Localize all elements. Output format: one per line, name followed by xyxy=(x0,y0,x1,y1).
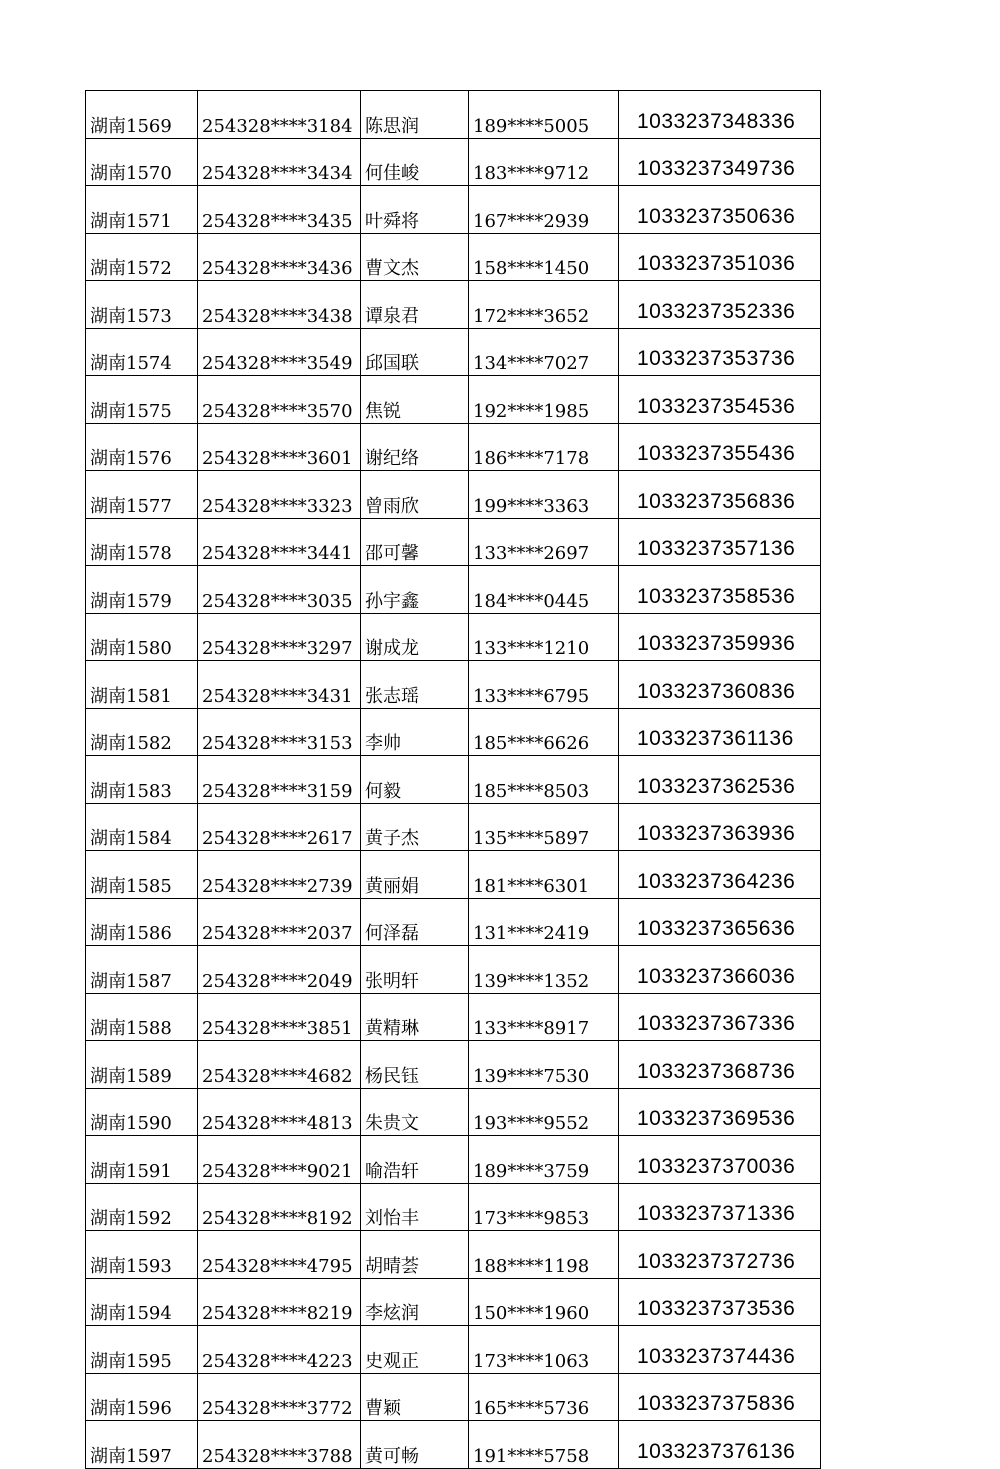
name-cell: 李炫润 xyxy=(361,1278,469,1326)
id-number-cell: 254328****3549 xyxy=(198,328,361,376)
id-number-cell: 254328****3431 xyxy=(198,661,361,709)
ticket-number-cell: 1033237367336 xyxy=(619,993,821,1041)
region-code-cell: 湖南1596 xyxy=(86,1373,198,1421)
region-code-cell: 湖南1569 xyxy=(86,91,198,139)
phone-cell: 133****6795 xyxy=(469,661,619,709)
region-code-cell: 湖南1593 xyxy=(86,1231,198,1279)
name-cell: 黄子杰 xyxy=(361,803,469,851)
ticket-number-cell: 1033237368736 xyxy=(619,1041,821,1089)
table-row xyxy=(86,518,821,566)
name-cell: 黄精琳 xyxy=(361,993,469,1041)
region-code-cell: 湖南1597 xyxy=(86,1421,198,1469)
ticket-number-cell: 1033237354536 xyxy=(619,376,821,424)
name-cell: 陈思润 xyxy=(361,91,469,139)
id-number-cell: 254328****4813 xyxy=(198,1088,361,1136)
name-cell: 杨民钰 xyxy=(361,1041,469,1089)
phone-cell: 133****2697 xyxy=(469,518,619,566)
table-row xyxy=(86,566,821,614)
id-number-cell: 254328****3601 xyxy=(198,423,361,471)
table-row xyxy=(86,946,821,994)
phone-cell: 185****8503 xyxy=(469,756,619,804)
phone-cell: 133****1210 xyxy=(469,613,619,661)
table-row xyxy=(86,423,821,471)
name-cell: 朱贵文 xyxy=(361,1088,469,1136)
name-cell: 黄可畅 xyxy=(361,1421,469,1469)
ticket-number-cell: 1033237373536 xyxy=(619,1278,821,1326)
region-code-cell: 湖南1583 xyxy=(86,756,198,804)
phone-cell: 167****2939 xyxy=(469,186,619,234)
table-row xyxy=(86,898,821,946)
name-cell: 刘怡丰 xyxy=(361,1183,469,1231)
id-number-cell: 254328****3159 xyxy=(198,756,361,804)
region-code-cell: 湖南1574 xyxy=(86,328,198,376)
name-cell: 黄丽娟 xyxy=(361,851,469,899)
ticket-number-cell: 1033237360836 xyxy=(619,661,821,709)
name-cell: 何毅 xyxy=(361,756,469,804)
ticket-number-cell: 1033237359936 xyxy=(619,613,821,661)
phone-cell: 183****9712 xyxy=(469,138,619,186)
table-row xyxy=(86,1421,821,1469)
table-row xyxy=(86,993,821,1041)
phone-cell: 189****5005 xyxy=(469,91,619,139)
name-cell: 邱国联 xyxy=(361,328,469,376)
region-code-cell: 湖南1570 xyxy=(86,138,198,186)
ticket-number-cell: 1033237365636 xyxy=(619,898,821,946)
phone-cell: 184****0445 xyxy=(469,566,619,614)
id-number-cell: 254328****4223 xyxy=(198,1326,361,1374)
phone-cell: 189****3759 xyxy=(469,1136,619,1184)
region-code-cell: 湖南1573 xyxy=(86,281,198,329)
name-cell: 胡晴荟 xyxy=(361,1231,469,1279)
id-number-cell: 254328****3434 xyxy=(198,138,361,186)
id-number-cell: 254328****3436 xyxy=(198,233,361,281)
region-code-cell: 湖南1584 xyxy=(86,803,198,851)
name-cell: 谢纪络 xyxy=(361,423,469,471)
table-row xyxy=(86,1041,821,1089)
name-cell: 曹颖 xyxy=(361,1373,469,1421)
ticket-number-cell: 1033237372736 xyxy=(619,1231,821,1279)
phone-cell: 199****3363 xyxy=(469,471,619,519)
name-cell: 谭泉君 xyxy=(361,281,469,329)
ticket-number-cell: 1033237357136 xyxy=(619,518,821,566)
id-number-cell: 254328****2739 xyxy=(198,851,361,899)
id-number-cell: 254328****3035 xyxy=(198,566,361,614)
phone-cell: 139****7530 xyxy=(469,1041,619,1089)
table-row xyxy=(86,803,821,851)
id-number-cell: 254328****2049 xyxy=(198,946,361,994)
name-cell: 何佳峻 xyxy=(361,138,469,186)
region-code-cell: 湖南1582 xyxy=(86,708,198,756)
id-number-cell: 254328****8192 xyxy=(198,1183,361,1231)
phone-cell: 133****8917 xyxy=(469,993,619,1041)
table-row xyxy=(86,138,821,186)
ticket-number-cell: 1033237353736 xyxy=(619,328,821,376)
table-row xyxy=(86,471,821,519)
table-row xyxy=(86,851,821,899)
ticket-number-cell: 1033237348336 xyxy=(619,91,821,139)
region-code-cell: 湖南1595 xyxy=(86,1326,198,1374)
ticket-number-cell: 1033237351036 xyxy=(619,233,821,281)
table-row xyxy=(86,1373,821,1421)
id-number-cell: 254328****8219 xyxy=(198,1278,361,1326)
table-row xyxy=(86,281,821,329)
id-number-cell: 254328****3323 xyxy=(198,471,361,519)
region-code-cell: 湖南1577 xyxy=(86,471,198,519)
ticket-number-cell: 1033237352336 xyxy=(619,281,821,329)
name-cell: 叶舜将 xyxy=(361,186,469,234)
region-code-cell: 湖南1585 xyxy=(86,851,198,899)
region-code-cell: 湖南1579 xyxy=(86,566,198,614)
phone-cell: 158****1450 xyxy=(469,233,619,281)
name-cell: 李帅 xyxy=(361,708,469,756)
phone-cell: 173****9853 xyxy=(469,1183,619,1231)
region-code-cell: 湖南1586 xyxy=(86,898,198,946)
id-number-cell: 254328****3441 xyxy=(198,518,361,566)
table-row xyxy=(86,1278,821,1326)
table-row xyxy=(86,233,821,281)
ticket-number-cell: 1033237361136 xyxy=(619,708,821,756)
name-cell: 张明轩 xyxy=(361,946,469,994)
table-row xyxy=(86,708,821,756)
ticket-number-cell: 1033237371336 xyxy=(619,1183,821,1231)
name-cell: 焦锐 xyxy=(361,376,469,424)
id-number-cell: 254328****3772 xyxy=(198,1373,361,1421)
roster-table-body xyxy=(86,91,821,1469)
roster-table xyxy=(85,90,821,1469)
id-number-cell: 254328****4795 xyxy=(198,1231,361,1279)
phone-cell: 134****7027 xyxy=(469,328,619,376)
phone-cell: 173****1063 xyxy=(469,1326,619,1374)
phone-cell: 181****6301 xyxy=(469,851,619,899)
phone-cell: 165****5736 xyxy=(469,1373,619,1421)
table-row xyxy=(86,613,821,661)
id-number-cell: 254328****3297 xyxy=(198,613,361,661)
id-number-cell: 254328****3570 xyxy=(198,376,361,424)
ticket-number-cell: 1033237364236 xyxy=(619,851,821,899)
region-code-cell: 湖南1578 xyxy=(86,518,198,566)
id-number-cell: 254328****3184 xyxy=(198,91,361,139)
phone-cell: 186****7178 xyxy=(469,423,619,471)
table-row xyxy=(86,186,821,234)
phone-cell: 135****5897 xyxy=(469,803,619,851)
region-code-cell: 湖南1587 xyxy=(86,946,198,994)
phone-cell: 188****1198 xyxy=(469,1231,619,1279)
region-code-cell: 湖南1594 xyxy=(86,1278,198,1326)
ticket-number-cell: 1033237370036 xyxy=(619,1136,821,1184)
name-cell: 邵可馨 xyxy=(361,518,469,566)
table-row xyxy=(86,1231,821,1279)
name-cell: 孙宇鑫 xyxy=(361,566,469,614)
ticket-number-cell: 1033237363936 xyxy=(619,803,821,851)
name-cell: 曹文杰 xyxy=(361,233,469,281)
id-number-cell: 254328****3153 xyxy=(198,708,361,756)
table-row xyxy=(86,1326,821,1374)
phone-cell: 131****2419 xyxy=(469,898,619,946)
region-code-cell: 湖南1588 xyxy=(86,993,198,1041)
ticket-number-cell: 1033237362536 xyxy=(619,756,821,804)
table-row xyxy=(86,1136,821,1184)
ticket-number-cell: 1033237366036 xyxy=(619,946,821,994)
id-number-cell: 254328****4682 xyxy=(198,1041,361,1089)
ticket-number-cell: 1033237375836 xyxy=(619,1373,821,1421)
id-number-cell: 254328****2617 xyxy=(198,803,361,851)
table-row xyxy=(86,1088,821,1136)
region-code-cell: 湖南1572 xyxy=(86,233,198,281)
table-row xyxy=(86,756,821,804)
ticket-number-cell: 1033237355436 xyxy=(619,423,821,471)
phone-cell: 185****6626 xyxy=(469,708,619,756)
region-code-cell: 湖南1571 xyxy=(86,186,198,234)
ticket-number-cell: 1033237350636 xyxy=(619,186,821,234)
region-code-cell: 湖南1581 xyxy=(86,661,198,709)
id-number-cell: 254328****9021 xyxy=(198,1136,361,1184)
id-number-cell: 254328****3788 xyxy=(198,1421,361,1469)
id-number-cell: 254328****3438 xyxy=(198,281,361,329)
table-row xyxy=(86,661,821,709)
ticket-number-cell: 1033237358536 xyxy=(619,566,821,614)
phone-cell: 172****3652 xyxy=(469,281,619,329)
phone-cell: 193****9552 xyxy=(469,1088,619,1136)
region-code-cell: 湖南1589 xyxy=(86,1041,198,1089)
region-code-cell: 湖南1590 xyxy=(86,1088,198,1136)
id-number-cell: 254328****2037 xyxy=(198,898,361,946)
table-row xyxy=(86,91,821,139)
region-code-cell: 湖南1576 xyxy=(86,423,198,471)
name-cell: 喻浩轩 xyxy=(361,1136,469,1184)
id-number-cell: 254328****3435 xyxy=(198,186,361,234)
id-number-cell: 254328****3851 xyxy=(198,993,361,1041)
table-row xyxy=(86,328,821,376)
name-cell: 张志瑶 xyxy=(361,661,469,709)
ticket-number-cell: 1033237349736 xyxy=(619,138,821,186)
region-code-cell: 湖南1580 xyxy=(86,613,198,661)
phone-cell: 150****1960 xyxy=(469,1278,619,1326)
name-cell: 史观正 xyxy=(361,1326,469,1374)
region-code-cell: 湖南1591 xyxy=(86,1136,198,1184)
region-code-cell: 湖南1592 xyxy=(86,1183,198,1231)
phone-cell: 139****1352 xyxy=(469,946,619,994)
table-row xyxy=(86,376,821,424)
phone-cell: 192****1985 xyxy=(469,376,619,424)
name-cell: 何泽磊 xyxy=(361,898,469,946)
table-row xyxy=(86,1183,821,1231)
phone-cell: 191****5758 xyxy=(469,1421,619,1469)
ticket-number-cell: 1033237376136 xyxy=(619,1421,821,1469)
ticket-number-cell: 1033237374436 xyxy=(619,1326,821,1374)
region-code-cell: 湖南1575 xyxy=(86,376,198,424)
ticket-number-cell: 1033237369536 xyxy=(619,1088,821,1136)
name-cell: 曾雨欣 xyxy=(361,471,469,519)
name-cell: 谢成龙 xyxy=(361,613,469,661)
ticket-number-cell: 1033237356836 xyxy=(619,471,821,519)
